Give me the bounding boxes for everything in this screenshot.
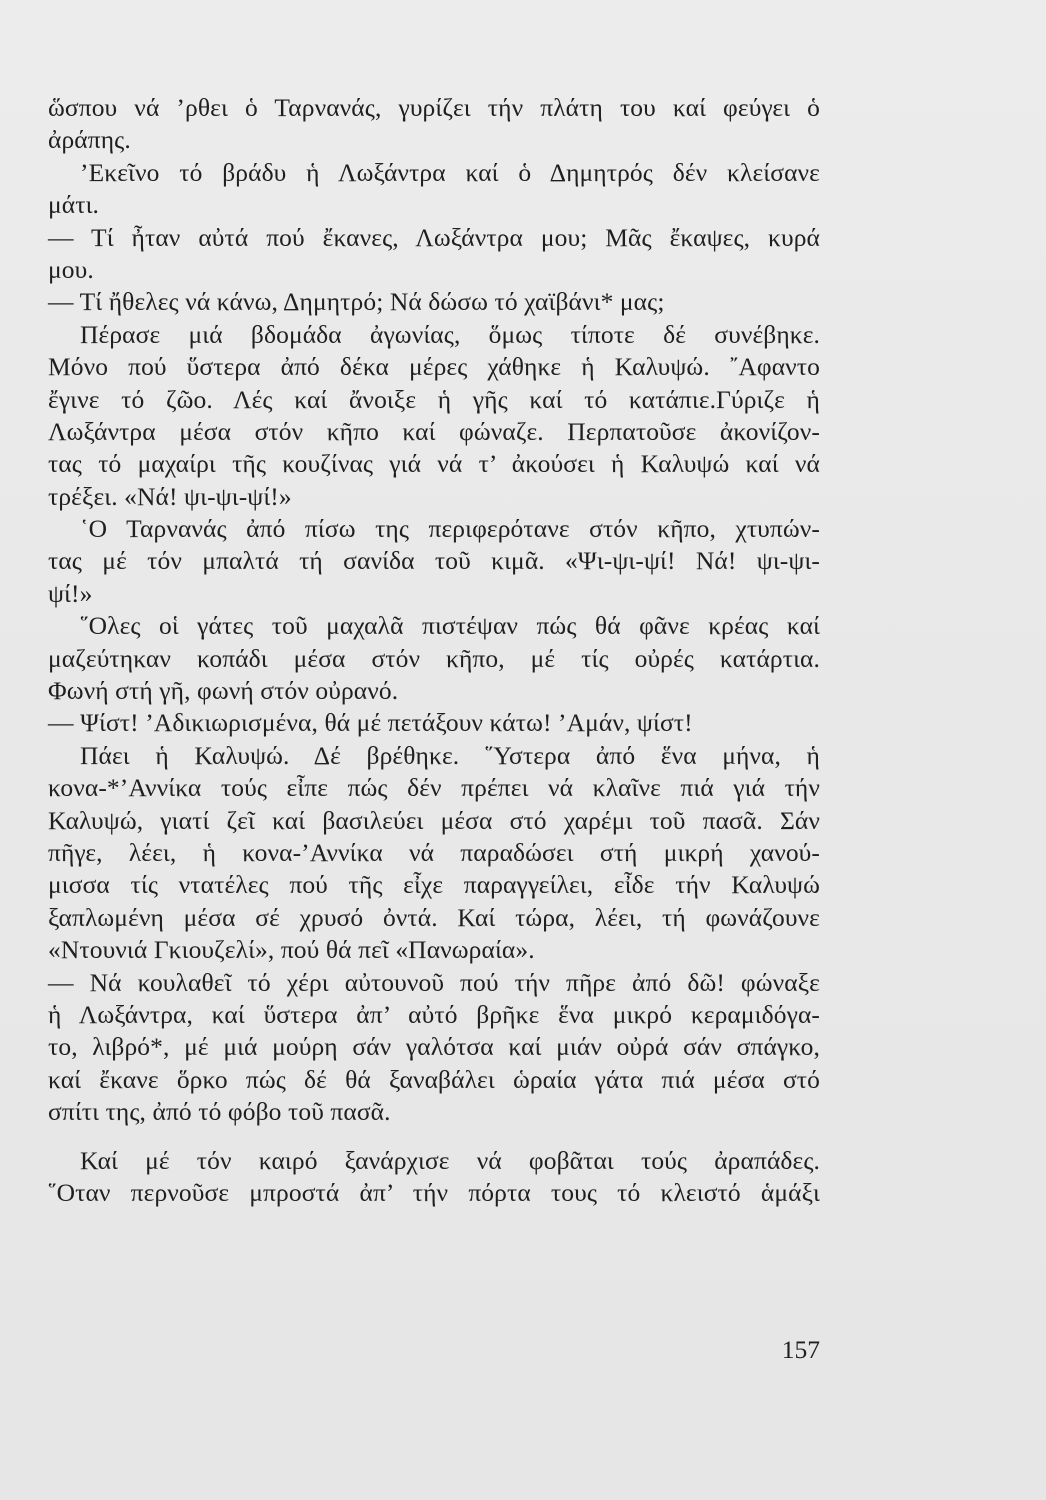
- text-line-1: ὥσπου νά ’ρθει ὁ Ταρνανάς, γυρίζει τήν πλάτη του καί φεύγει ὁ: [48, 93, 820, 122]
- text-line-24: πῆγε, λέει, ἡ κονα-’Αννίκα νά παραδώσει στή μικρή χανού-: [48, 837, 820, 867]
- text-line-2: ἀράπης.: [48, 125, 131, 155]
- text-line-6: μου.: [48, 254, 94, 284]
- text-line-14: ῾Ο Ταρνανάς ἀπό πίσω της περιφερότανε στόν κῆπο, χτυπών-: [80, 514, 820, 544]
- text-line-8: Πέρασε μιά βδομάδα ἀγωνίας, ὅμως τίποτε δέ συνέβηκε.: [80, 319, 820, 349]
- text-line-26: ξαπλωμένη μέσα σέ χρυσό ὀντά. Καί τώρα, λέει, τή φωνάζουνε: [48, 902, 820, 932]
- body-text: [48, 92, 820, 1209]
- text-line-21: Πάει ἡ Καλυψώ. Δέ βρέθηκε. ῞Υστερα ἀπό ἕνα μήνα, ἡ: [80, 740, 820, 770]
- text-line-13: τρέξει. «Νά! ψι-ψι-ψί!»: [48, 481, 292, 511]
- text-line-31: καί ἔκανε ὅρκο πώς δέ θά ξαναβάλει ὡραία γάτα πιά μέσα στό: [48, 1064, 820, 1094]
- text-line-11: Λωξάντρα μέσα στόν κῆπο καί φώναζε. Περπατοῦσε ἀκονίζον-: [48, 416, 820, 446]
- text-line-33: Καί μέ τόν καιρό ξανάρχισε νά φοβᾶται τούς ἀραπάδες.: [80, 1145, 820, 1175]
- text-line-19: Φωνή στή γῆ, φωνή στόν οὐρανό.: [48, 676, 399, 706]
- text-line-32: σπίτι της, ἀπό τό φόβο τοῦ πασᾶ.: [48, 1097, 391, 1127]
- text-line-9: Μόνο πού ὕστερα ἀπό δέκα μέρες χάθηκε ἡ Καλυψώ. ῎Αφαντο: [48, 352, 820, 382]
- text-line-20: — Ψίστ! ’Αδικιωρισμένα, θά μέ πετάξουν κάτω! ’Αμάν, ψίστ!: [48, 708, 693, 738]
- text-line-15: τας μέ τόν μπαλτά τή σανίδα τοῦ κιμᾶ. «Ψι-ψι-ψί! Νά! ψι-ψι-: [48, 546, 820, 576]
- page-number: 157: [781, 1335, 820, 1364]
- text-line-3: ’Εκεῖνο τό βράδυ ἡ Λωξάντρα καί ὁ Δημητρός δέν κλείσανε: [80, 157, 820, 187]
- text-line-12: τας τό μαχαίρι τῆς κουζίνας γιά νά τ’ ἀκούσει ἡ Καλυψώ καί νά: [48, 449, 820, 479]
- text-line-10: ἔγινε τό ζῶο. Λές καί ἄνοιξε ἡ γῆς καί τό κατάπιε.Γύριζε ἡ: [48, 384, 820, 414]
- text-line-30: το, λιβρό*, μέ μιά μούρη σάν γαλότσα καί μιάν οὐρά σάν σπάγκο,: [48, 1032, 820, 1062]
- text-line-27: «Ντουνιά Γκιουζελί», πού θά πεῖ «Πανωραία».: [48, 935, 535, 965]
- text-line-4: μάτι.: [48, 190, 100, 220]
- text-line-16: ψί!»: [48, 578, 93, 608]
- text-line-25: μισσα τίς ντατέλες πού τῆς εἶχε παραγγείλει, εἶδε τήν Καλυψώ: [48, 870, 820, 900]
- text-line-5: — Τί ἦταν αὐτά πού ἔκανες, Λωξάντρα μου; Μᾶς ἔκαψες, κυρά: [48, 222, 820, 252]
- text-line-29: ἡ Λωξάντρα, καί ὕστερα ἀπ’ αὐτό βρῆκε ἕνα μικρό κεραμιδόγα-: [48, 999, 820, 1029]
- text-line-7: — Τί ἤθελες νά κάνω, Δημητρό; Νά δώσω τό χαϊβάνι* μας;: [48, 287, 665, 317]
- text-line-23: Καλυψώ, γιατί ζεῖ καί βασιλεύει μέσα στό χαρέμι τοῦ πασᾶ. Σάν: [48, 805, 820, 835]
- text-line-17: ῞Ολες οἱ γάτες τοῦ μαχαλᾶ πιστέψαν πώς θά φᾶνε κρέας καί: [80, 611, 820, 641]
- text-line-34: ῞Οταν περνοῦσε μπροστά ἀπ’ τήν πόρτα τους τό κλειστό ἁμάξι: [48, 1177, 820, 1207]
- text-line-22: κονα-*’Αννίκα τούς εἶπε πώς δέν πρέπει νά κλαῖνε πιά γιά τήν: [48, 773, 820, 803]
- text-line-18: μαζεύτηκαν κοπάδι μέσα στόν κῆπο, μέ τίς οὐρές κατάρτια.: [48, 643, 820, 673]
- text-line-28: — Νά κουλαθεῖ τό χέρι αὐτουνοῦ πού τήν πῆρε ἀπό δῶ! φώναξε: [48, 967, 820, 997]
